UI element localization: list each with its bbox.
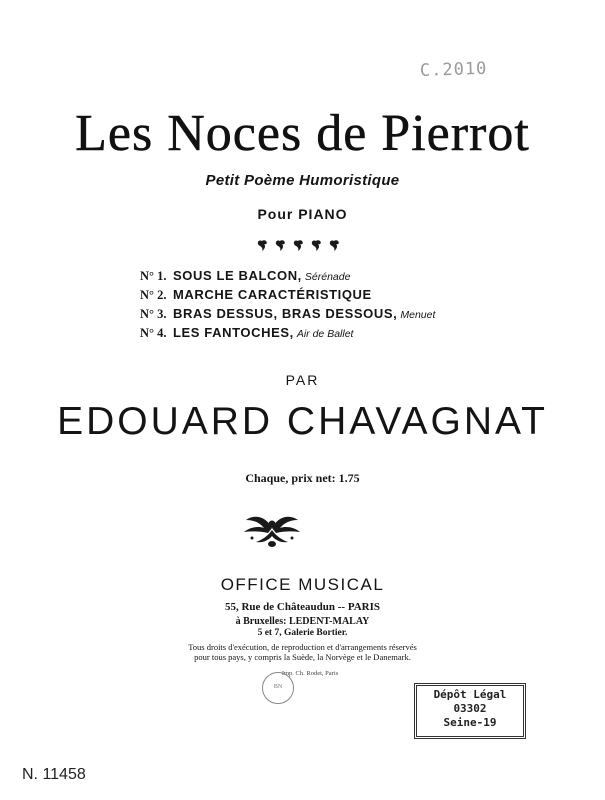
rights-line-2: pour tous pays, y compris la Suède, la Norvège et le Danemark. (194, 652, 411, 662)
legal-deposit-stamp (414, 683, 526, 739)
piece-title: LES FANTOCHES, (173, 325, 294, 340)
publisher-name: OFFICE MUSICAL (220, 575, 385, 594)
piece-number: N° 4. (140, 326, 167, 340)
composer-name: EDOUARD CHAVAGNAT (57, 400, 548, 443)
piece-2 (140, 285, 460, 304)
piece-title: BRAS DESSUS, BRAS DESSOUS, (173, 306, 398, 321)
piece-title: SOUS LE BALCON, (173, 268, 302, 283)
library-stamp-text: BN (273, 684, 283, 690)
piece-subtitle: Menuet (400, 309, 436, 321)
piece-number: N° 3. (140, 307, 167, 321)
page-title: Les Noces de Pierrot (75, 105, 530, 162)
par-label: PAR (285, 372, 320, 388)
floral-vignette-icon (238, 508, 306, 550)
piece-title: MARCHE CARACTÉRISTIQUE (173, 287, 372, 302)
inventory-number: N. 11458 (22, 766, 86, 783)
piece-subtitle: Air de Ballet (296, 328, 354, 340)
price-line: Chaque, prix net: 1.75 (245, 471, 360, 485)
deposit-label: Dépôt Légal (433, 688, 507, 701)
piece-number: N° 1. (140, 269, 167, 283)
piece-3 (140, 304, 460, 323)
piece-number: N° 2. (140, 288, 167, 302)
publisher-address: 55, Rue de Châteaudun -- PARIS (224, 601, 381, 613)
piece-4 (140, 323, 460, 342)
piece-list (140, 266, 460, 342)
piece-1 (140, 266, 460, 285)
library-stamp (262, 672, 294, 704)
deposit-location: Seine-19 (443, 716, 497, 729)
rights-line-1: Tous droits d'exécution, de reproduction et d'arrangements réservés (188, 642, 417, 652)
instrument-line: Pour PIANO (257, 206, 348, 222)
subtitle: Petit Poème Humoristique (205, 172, 400, 189)
printer-credit: Imp. Ch. Rodet, Paris (281, 670, 339, 677)
piece-subtitle: Sérénade (304, 271, 351, 283)
brussels-address: 5 et 7, Galerie Bortier. (257, 628, 348, 638)
deposit-number: 03302 (453, 702, 487, 715)
corner-stamp: C.2010 (419, 58, 488, 82)
rights-notice (0, 642, 605, 662)
brussels-agent: à Bruxelles: LEDENT-MALAY (235, 616, 370, 627)
fleuron-ornament-icon (256, 238, 356, 252)
